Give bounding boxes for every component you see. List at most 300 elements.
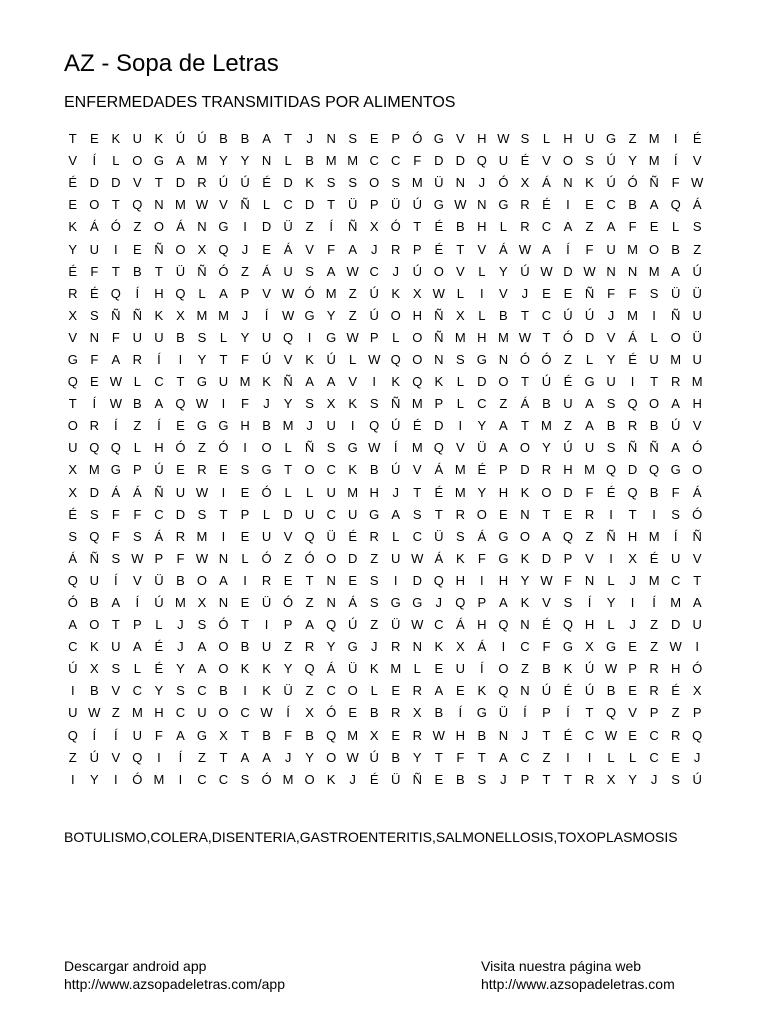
grid-cell: Q — [67, 727, 78, 743]
grid-cell: Q — [649, 462, 660, 478]
grid-cell: K — [455, 550, 465, 566]
grid-cell: L — [456, 285, 464, 301]
footer-website — [481, 957, 675, 993]
grid-row — [62, 371, 708, 393]
grid-cell: Ó — [218, 617, 229, 633]
grid-cell: H — [154, 440, 164, 456]
grid-cell: Á — [176, 219, 185, 235]
grid-cell: Ü — [670, 285, 681, 301]
grid-row — [62, 570, 708, 592]
grid-cell: Q — [283, 329, 294, 345]
grid-cell: W — [691, 175, 704, 191]
grid-cell: U — [261, 329, 272, 345]
grid-cell: U — [649, 351, 659, 367]
grid-cell: X — [369, 727, 379, 743]
grid-cell: Q — [476, 153, 487, 169]
grid-cell: R — [132, 351, 143, 367]
grid-cell: Ú — [369, 285, 379, 301]
grid-cell: B — [455, 219, 465, 235]
grid-cell: K — [68, 219, 78, 235]
grid-cell: H — [627, 528, 638, 544]
grid-cell: T — [154, 263, 163, 279]
grid-cell: É — [477, 462, 487, 478]
grid-cell: K — [326, 771, 336, 787]
grid-cell: I — [652, 307, 656, 323]
grid-cell: I — [350, 418, 355, 434]
grid-cell: B — [542, 396, 551, 412]
grid-cell: T — [111, 617, 120, 633]
grid-cell: Ñ — [89, 550, 99, 566]
grid-cell: M — [411, 396, 423, 412]
grid-cell: G — [153, 153, 164, 169]
grid-cell: Y — [326, 639, 336, 655]
grid-cell: N — [584, 572, 595, 588]
grid-cell: A — [563, 219, 573, 235]
grid-cell: L — [155, 617, 163, 633]
grid-cell: U — [326, 484, 336, 500]
grid-cell: D — [477, 374, 487, 390]
grid-cell: E — [89, 131, 99, 147]
grid-cell: F — [241, 351, 249, 367]
grid-cell: N — [520, 506, 530, 522]
grid-cell: S — [197, 617, 207, 633]
grid-cell: A — [111, 595, 121, 611]
grid-cell: T — [520, 418, 529, 434]
grid-cell: L — [585, 351, 594, 367]
grid-cell: E — [671, 749, 680, 765]
grid-cell: É — [68, 263, 78, 279]
grid-cell: N — [89, 329, 99, 345]
grid-cell: Ñ — [649, 175, 659, 191]
grid-cell: C — [175, 705, 186, 721]
grid-cell: B — [369, 462, 379, 478]
grid-cell: B — [262, 727, 271, 743]
grid-cell: L — [241, 550, 249, 566]
grid-cell: H — [477, 131, 487, 147]
grid-cell: A — [219, 572, 228, 588]
grid-cell: F — [413, 153, 422, 169]
grid-cell: F — [628, 219, 637, 235]
grid-cell: X — [412, 705, 422, 721]
grid-cell: V — [455, 263, 465, 279]
grid-cell: S — [455, 351, 465, 367]
grid-cell: L — [305, 484, 314, 500]
grid-cell: E — [240, 595, 250, 611]
grid-cell: Ü — [175, 263, 186, 279]
grid-cell: J — [392, 263, 399, 279]
grid-cell: J — [629, 572, 636, 588]
grid-cell: V — [455, 131, 465, 147]
grid-cell: Q — [605, 705, 617, 721]
grid-cell: A — [305, 617, 314, 633]
grid-cell: Ú — [347, 617, 358, 633]
grid-cell: L — [456, 396, 464, 412]
grid-cell: T — [520, 374, 529, 390]
grid-cell: Y — [240, 153, 250, 169]
grid-cell: P — [283, 617, 293, 633]
grid-cell: É — [563, 727, 573, 743]
grid-cell: D — [283, 175, 293, 191]
grid-cell: R — [584, 771, 595, 787]
grid-cell: Í — [673, 528, 678, 544]
grid-cell: Á — [692, 484, 702, 500]
grid-cell: Ú — [240, 175, 250, 191]
grid-cell: W — [540, 263, 553, 279]
grid-cell: Ü — [326, 528, 336, 544]
grid-cell: F — [133, 506, 142, 522]
grid-cell: G — [218, 418, 229, 434]
grid-cell: F — [176, 550, 185, 566]
grid-cell: N — [498, 727, 509, 743]
grid-cell: R — [68, 285, 78, 301]
grid-cell: G — [196, 418, 208, 434]
grid-cell: Q — [369, 418, 380, 434]
grid-cell: C — [197, 683, 207, 699]
grid-cell: É — [628, 351, 637, 367]
grid-cell: R — [649, 683, 659, 699]
grid-cell: C — [326, 683, 336, 699]
grid-cell: C — [154, 506, 164, 522]
grid-cell: Á — [692, 197, 702, 213]
grid-cell: U — [347, 506, 358, 522]
grid-cell: G — [261, 462, 272, 478]
grid-cell: Ñ — [283, 374, 293, 390]
grid-cell: L — [478, 307, 486, 323]
grid-cell: G — [196, 727, 208, 743]
grid-cell: H — [670, 661, 681, 677]
grid-cell: P — [133, 617, 142, 633]
grid-cell: U — [68, 705, 78, 721]
grid-cell: Q — [326, 727, 337, 743]
grid-cell: L — [542, 131, 551, 147]
grid-cell: S — [133, 528, 142, 544]
grid-cell: B — [176, 572, 185, 588]
grid-cell: S — [369, 572, 379, 588]
grid-cell: N — [606, 263, 616, 279]
grid-cell: F — [671, 175, 680, 191]
grid-cell: T — [693, 572, 702, 588]
grid-cell: I — [243, 219, 247, 235]
android-app-link[interactable]: http://www.azsopadeletras.com/app — [64, 976, 286, 992]
grid-cell: S — [111, 550, 121, 566]
grid-cell: V — [348, 374, 357, 390]
grid-cell: M — [131, 705, 143, 721]
grid-cell: U — [584, 440, 595, 456]
grid-cell: V — [305, 241, 314, 257]
grid-cell: E — [649, 219, 659, 235]
grid-cell: S — [176, 683, 185, 699]
grid-cell: Ü — [434, 528, 444, 544]
grid-cell: M — [454, 462, 466, 478]
grid-cell: J — [177, 617, 184, 633]
grid-cell: Ñ — [111, 307, 121, 323]
grid-cell: E — [542, 285, 551, 301]
grid-cell: R — [197, 462, 207, 478]
grid-cell: J — [478, 175, 486, 191]
grid-cell: J — [650, 771, 658, 787]
grid-cell: A — [585, 418, 594, 434]
grid-cell: J — [349, 771, 356, 787]
grid-cell: E — [434, 771, 444, 787]
grid-cell: Y — [89, 771, 99, 787]
grid-cell: Ú — [692, 771, 702, 787]
grid-cell: Ó — [110, 219, 121, 235]
grid-cell: B — [176, 329, 185, 345]
grid-row — [62, 194, 708, 216]
grid-cell: X — [369, 219, 379, 235]
grid-cell: N — [434, 351, 444, 367]
grid-row — [62, 459, 708, 481]
grid-cell: U — [606, 374, 616, 390]
grid-cell: F — [327, 241, 336, 257]
grid-cell: J — [241, 307, 249, 323]
grid-cell: P — [563, 550, 573, 566]
grid-cell: G — [369, 506, 380, 522]
grid-cell: Ú — [391, 418, 401, 434]
grid-cell: H — [498, 572, 509, 588]
grid-cell: F — [456, 749, 465, 765]
grid-cell: S — [305, 263, 314, 279]
grid-cell: T — [650, 374, 659, 390]
grid-cell: A — [348, 241, 357, 257]
grid-cell: Z — [305, 683, 314, 699]
grid-cell: V — [692, 418, 702, 434]
grid-cell: H — [563, 462, 573, 478]
grid-cell: U — [132, 329, 143, 345]
grid-cell: D — [347, 550, 358, 566]
grid-cell: Ú — [68, 661, 78, 677]
grid-cell: D — [412, 572, 422, 588]
grid-cell: T — [542, 771, 551, 787]
grid-cell: J — [241, 241, 249, 257]
grid-cell: B — [499, 307, 508, 323]
grid-cell: R — [520, 219, 530, 235]
grid-cell: U — [261, 528, 272, 544]
grid-cell: S — [649, 285, 659, 301]
grid-cell: G — [498, 197, 509, 213]
grid-cell: B — [219, 131, 228, 147]
grid-cell: R — [627, 418, 638, 434]
grid-cell: T — [68, 396, 77, 412]
grid-row — [62, 172, 708, 194]
grid-cell: L — [672, 219, 680, 235]
grid-cell: K — [563, 661, 573, 677]
grid-cell: Z — [197, 749, 206, 765]
grid-cell: B — [649, 418, 659, 434]
grid-row — [62, 437, 708, 459]
grid-cell: D — [627, 462, 638, 478]
grid-cell: Ú — [154, 595, 164, 611]
grid-cell: Í — [92, 153, 97, 169]
footer-android — [64, 957, 285, 993]
grid-cell: M — [648, 131, 660, 147]
grid-cell: Y — [628, 153, 637, 169]
grid-cell: Í — [264, 307, 269, 323]
grid-cell: U — [68, 440, 78, 456]
grid-cell: R — [391, 705, 401, 721]
grid-cell: G — [110, 462, 121, 478]
grid-row — [62, 680, 708, 702]
grid-cell: X — [628, 550, 637, 566]
grid-cell: Á — [111, 484, 121, 500]
grid-cell: É — [68, 506, 78, 522]
grid-cell: M — [390, 661, 402, 677]
grid-cell: T — [585, 705, 594, 721]
grid-cell: A — [197, 639, 207, 655]
grid-cell: B — [262, 418, 271, 434]
grid-cell: Ü — [434, 175, 444, 191]
grid-cell: A — [671, 396, 680, 412]
grid-cell: L — [133, 374, 141, 390]
grid-cell: J — [693, 749, 701, 765]
grid-cell: U — [606, 241, 616, 257]
grid-cell: W — [346, 749, 359, 765]
grid-cell: A — [671, 440, 680, 456]
grid-cell: T — [413, 219, 422, 235]
grid-cell: Ñ — [692, 528, 702, 544]
grid-cell: F — [628, 285, 637, 301]
grid-cell: W — [604, 661, 618, 677]
grid-cell: I — [566, 197, 570, 213]
grid-cell: Q — [433, 572, 444, 588]
grid-cell: Ú — [218, 175, 229, 191]
grid-cell: L — [112, 153, 120, 169]
grid-cell: I — [652, 506, 656, 522]
grid-cell: Ó — [692, 440, 703, 456]
grid-cell: M — [347, 727, 359, 743]
grid-cell: E — [176, 462, 185, 478]
grid-cell: Q — [498, 617, 509, 633]
grid-cell: B — [89, 595, 99, 611]
grid-cell: M — [411, 175, 423, 191]
grid-cell: R — [649, 661, 659, 677]
grid-cell: W — [432, 727, 445, 743]
grid-cell: C — [584, 727, 595, 743]
grid-cell: K — [305, 351, 314, 367]
grid-cell: Q — [412, 374, 423, 390]
grid-cell: U — [692, 307, 702, 323]
grid-cell: I — [393, 572, 398, 588]
grid-cell: Z — [628, 131, 637, 147]
grid-cell: G — [390, 595, 401, 611]
grid-cell: Ñ — [391, 396, 401, 412]
grid-cell: Q — [562, 528, 574, 544]
grid-cell: S — [348, 131, 357, 147]
grid-cell: E — [628, 683, 637, 699]
grid-cell: E — [391, 683, 401, 699]
grid-cell: Y — [219, 153, 228, 169]
grid-cell: É — [649, 550, 659, 566]
grid-cell: A — [542, 241, 551, 257]
grid-cell: V — [283, 528, 293, 544]
grid-cell: W — [109, 396, 122, 412]
grid-cell: C — [283, 197, 293, 213]
grid-cell: D — [434, 418, 444, 434]
grid-cell: Ú — [563, 440, 573, 456]
grid-cell: D — [584, 329, 595, 345]
grid-cell: E — [628, 727, 637, 743]
grid-cell: Ú — [154, 462, 164, 478]
grid-cell: Ñ — [434, 307, 444, 323]
grid-cell: P — [154, 550, 164, 566]
grid-cell: C — [434, 617, 444, 633]
grid-cell: F — [111, 506, 120, 522]
grid-cell: Ü — [692, 285, 702, 301]
grid-cell: S — [520, 131, 530, 147]
grid-cell: M — [627, 307, 638, 323]
grid-cell: P — [412, 241, 422, 257]
grid-cell: É — [606, 484, 616, 500]
grid-cell: Í — [480, 661, 484, 677]
grid-cell: P — [434, 396, 444, 412]
grid-cell: V — [455, 440, 465, 456]
grid-cell: Í — [114, 418, 118, 434]
grid-cell: I — [480, 572, 484, 588]
grid-cell: S — [240, 462, 250, 478]
grid-cell: É — [542, 197, 551, 213]
grid-cell: B — [606, 683, 616, 699]
grid-cell: D — [563, 263, 573, 279]
grid-cell: M — [584, 462, 595, 478]
grid-cell: O — [519, 440, 530, 456]
grid-cell: R — [584, 506, 595, 522]
grid-cell: W — [368, 440, 381, 456]
grid-cell: N — [218, 550, 229, 566]
grid-cell: T — [154, 175, 163, 191]
grid-cell: Á — [68, 550, 78, 566]
grid-cell: G — [498, 550, 509, 566]
grid-cell: A — [326, 374, 336, 390]
grid-cell: A — [649, 197, 659, 213]
grid-cell: L — [499, 219, 507, 235]
grid-cell: X — [68, 484, 78, 500]
grid-row — [62, 614, 708, 636]
grid-cell: O — [304, 462, 315, 478]
grid-cell: N — [455, 175, 466, 191]
grid-cell: É — [262, 175, 271, 191]
grid-cell: O — [369, 175, 380, 191]
grid-cell: S — [369, 396, 379, 412]
grid-cell: W — [518, 329, 532, 345]
grid-cell: V — [111, 749, 121, 765]
grid-cell: I — [501, 639, 506, 655]
grid-cell: I — [566, 749, 570, 765]
grid-cell: E — [628, 639, 637, 655]
grid-cell: V — [133, 175, 142, 191]
grid-cell: S — [305, 396, 314, 412]
grid-cell: T — [219, 506, 228, 522]
website-link[interactable]: http://www.azsopadeletras.com — [481, 976, 675, 992]
grid-cell: T — [628, 506, 637, 522]
grid-cell: F — [284, 727, 293, 743]
grid-cell: O — [498, 374, 509, 390]
grid-cell: Ú — [261, 351, 272, 367]
grid-cell: V — [499, 285, 508, 301]
grid-cell: J — [370, 241, 378, 257]
grid-cell: J — [435, 595, 443, 611]
grid-cell: Q — [175, 285, 186, 301]
grid-cell: N — [218, 595, 229, 611]
grid-cell: A — [499, 595, 508, 611]
grid-cell: L — [284, 153, 292, 169]
grid-cell: M — [648, 572, 660, 588]
grid-cell: Ú — [584, 683, 595, 699]
grid-cell: O — [89, 197, 100, 213]
grid-cell: I — [587, 749, 592, 765]
grid-cell: W — [195, 197, 209, 213]
grid-cell: U — [283, 263, 293, 279]
grid-cell: Q — [110, 285, 121, 301]
